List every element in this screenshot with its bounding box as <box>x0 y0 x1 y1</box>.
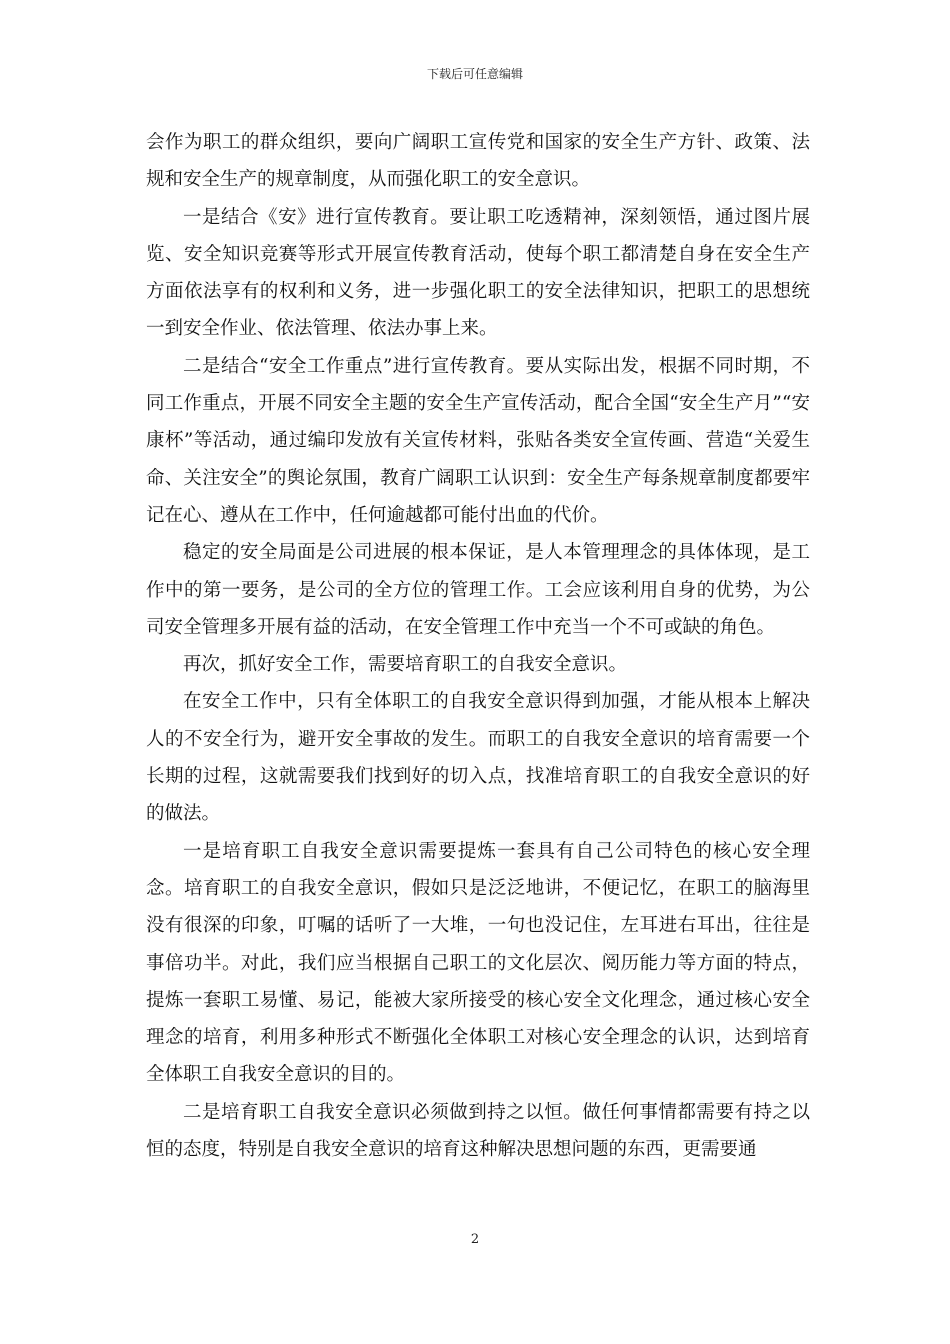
paragraph: 一是结合《安》进行宣传教育。要让职工吃透精神，深刻领悟，通过图片展览、安全知识竞赛等形式开展宣传教育活动，使每个职工都清楚自身在安全生产方面依法享有的权利和义务，进一步强化职工的安全法律知识，把职工的思想统一到安全作业、依法管理、依法办事上来。 <box>146 206 810 340</box>
document-body <box>146 124 810 1168</box>
paragraph: 二是培育职工自我安全意识必须做到持之以恒。做任何事情都需要有持之以恒的态度，特别是自我安全意识的培育这种解决思想问题的东西，更需要通 <box>146 1101 810 1161</box>
paragraph: 再次，抓好安全工作，需要培育职工的自我安全意识。 <box>183 654 628 676</box>
paragraph: 稳定的安全局面是公司进展的根本保证，是人本管理理念的具体体现，是工作中的第一要务，是公司的全方位的管理工作。工会应该利用自身的优势，为公司安全管理多开展有益的活动，在安全管理工作中充当一个不可或缺的角色。 <box>146 542 810 638</box>
paragraph: 二是结合“安全工作重点”进行宣传教育。要从实际出发，根据不同时期，不同工作重点，开展不同安全主题的安全生产宣传活动，配合全国“安全生产月”“安康杯”等活动，通过编印发放有关宣传材料，张贴各类安全宣传画、营造“关爱生命、关注安全”的舆论氛围，教育广阔职工认识到：安全生产每条规章制度都要牢记在心、遵从在工作中，任何逾越都可能付出血的代价。 <box>146 355 810 526</box>
paragraph: 在安全工作中，只有全体职工的自我安全意识得到加强，才能从根本上解决人的不安全行为，避开安全事故的发生。而职工的自我安全意识的培育需要一个长期的过程，这就需要我们找到好的切入点，找准培育职工的自我安全意识的好的做法。 <box>146 691 810 825</box>
paragraph: 会作为职工的群众组织，要向广阔职工宣传党和国家的安全生产方针、政策、法规和安全生产的规章制度，从而强化职工的安全意识。 <box>146 132 810 191</box>
page-number: 2 <box>470 1232 480 1247</box>
page-header: 下载后可任意编辑 <box>426 67 523 81</box>
paragraph: 一是培育职工自我安全意识需要提炼一套具有自己公司特色的核心安全理念。培育职工的自我安全意识，假如只是泛泛地讲，不便记忆，在职工的脑海里没有很深的印象，叮嘱的话听了一大堆，一句也没记住，左耳进右耳出，往往是事倍功半。对此，我们应当根据自己职工的文化层次、阅历能力等方面的特点，提炼一套职工易懂、易记，能被大家所接受的核心安全文化理念，通过核心安全理念的培育，利用多种形式不断强化全体职工对核心安全理念的认识，达到培育全体职工自我安全意识的目的。 <box>146 840 810 1086</box>
